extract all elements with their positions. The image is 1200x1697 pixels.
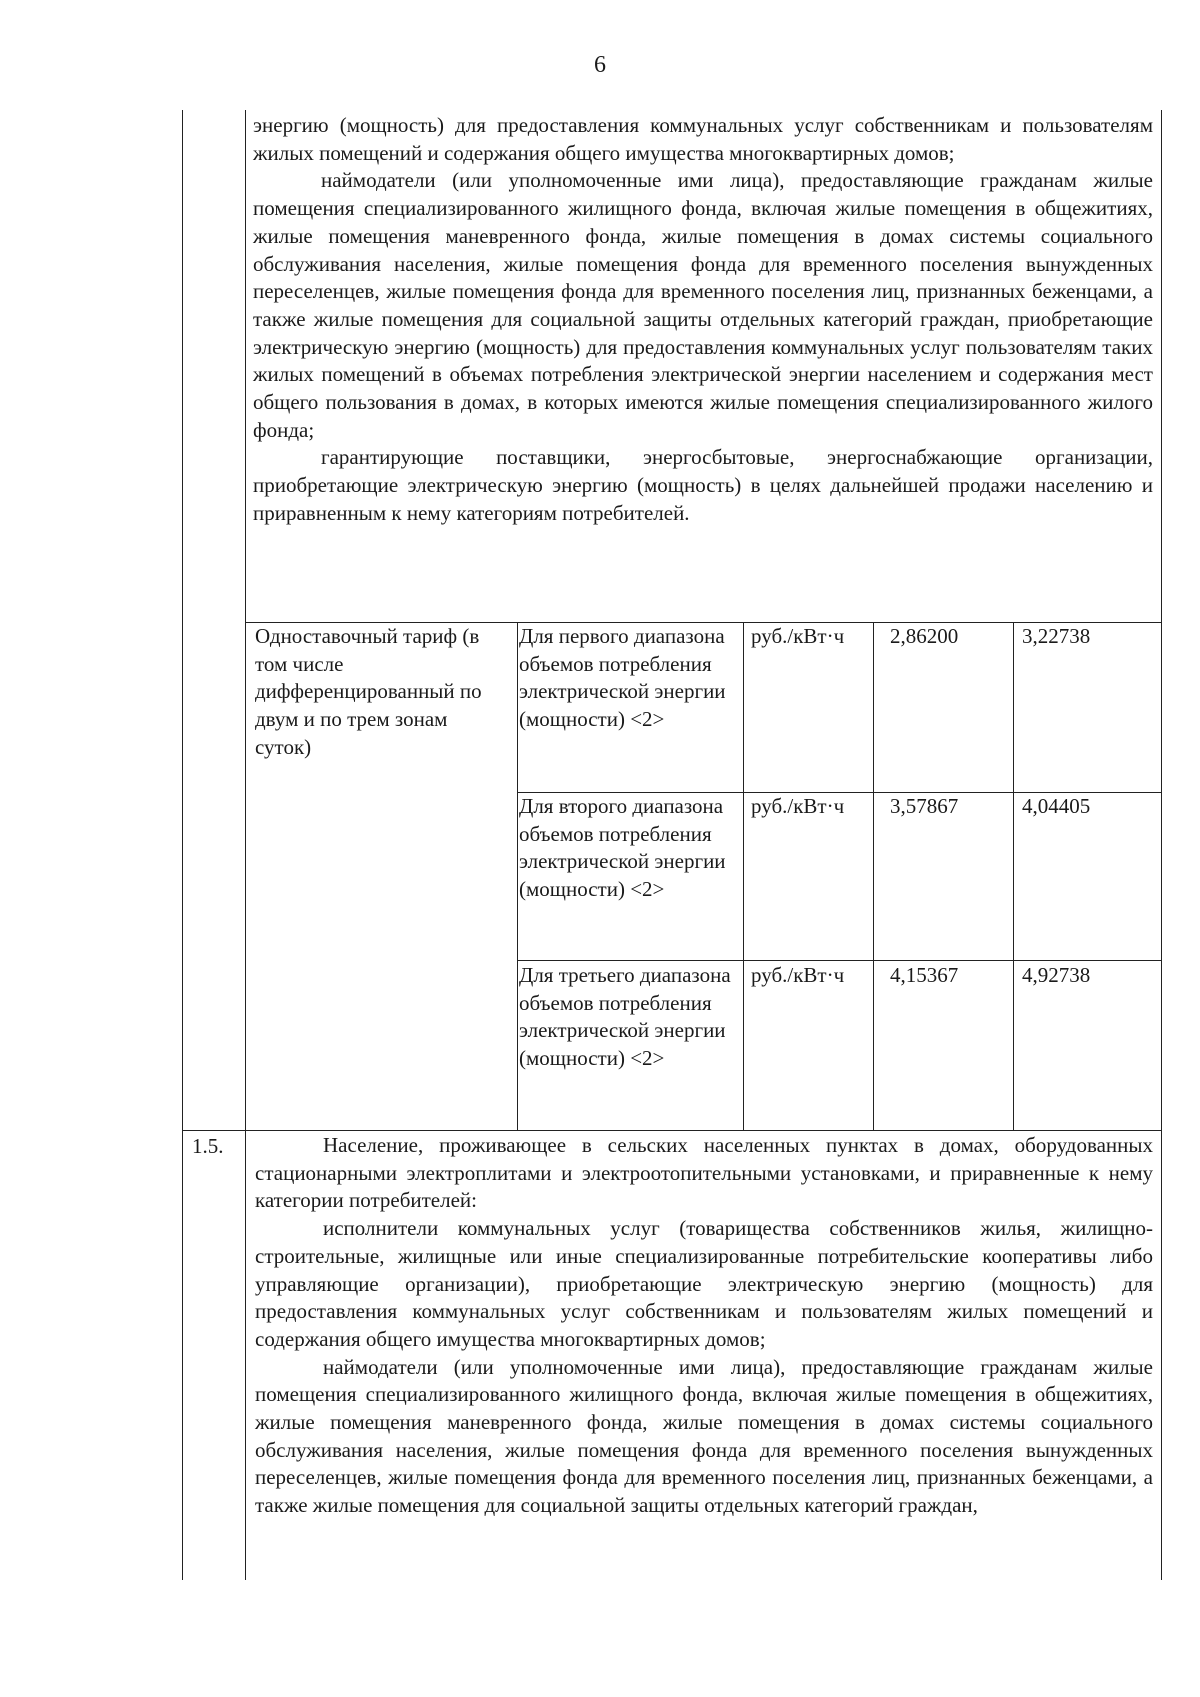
section-number: 1.5. bbox=[192, 1134, 224, 1158]
paragraph: гарантирующие поставщики, энергосбытовые, энергоснабжающие организации, приобретающие электрическую энергию (мощность) в целях дальнейшей продажи населению и приравненным к нему категориям потребителей. bbox=[253, 445, 1153, 525]
table-row-border bbox=[182, 1130, 1161, 1131]
value-cell: 3,57867 bbox=[890, 794, 959, 818]
unit-cell: руб./кВт·ч bbox=[751, 624, 845, 648]
value-cell: 2,86200 bbox=[890, 624, 959, 648]
tariff-name-cell: Одноставочный тариф (в том числе дифференцированный по двум и по трем зонам суток) bbox=[255, 624, 482, 759]
paragraph: энергию (мощность) для предоставления коммунальных услуг собственникам и пользователям жилых помещений и содержания общего имущества многоквартирных домов; bbox=[253, 113, 1153, 165]
range-cell: Для третьего диапазона объемов потребления электрической энергии (мощности) <2> bbox=[519, 963, 731, 1071]
table-column-border bbox=[873, 622, 874, 1130]
table-column-border bbox=[743, 622, 744, 1130]
value-cell: 4,04405 bbox=[1022, 794, 1091, 818]
paragraph: исполнители коммунальных услуг (товарищества собственников жилья, жилищно-строительные, жилищные или иные специализированные потребительские кооперативы либо управляющие организации), приобретающие электрическую энергию (мощность) для предоставления коммунальных услуг собственникам и пользователям жилых помещений и содержания общего имущества многоквартирных домов; bbox=[255, 1216, 1153, 1351]
value-cell: 4,92738 bbox=[1022, 963, 1091, 987]
value-cell: 3,22738 bbox=[1022, 624, 1091, 648]
top-text-block bbox=[253, 112, 1153, 528]
value-cell: 4,15367 bbox=[890, 963, 959, 987]
table-number-column-border bbox=[245, 110, 246, 1580]
table-left-border bbox=[182, 110, 183, 1580]
paragraph: наймодатели (или уполномоченные ими лица), предоставляющие гражданам жилые помещения специализированного жилищного фонда, включая жилые помещения в общежитиях, жилые помещения маневренного фонда, жилые помещения в домах системы социального обслуживания населения, жилые помещения фонда для временного поселения вынужденных переселенцев, жилые помещения фонда для временного поселения лиц, признанных беженцами, а также жилые помещения для социальной защиты отдельных категорий граждан, приобретающие электрическую энергию (мощность) для предоставления коммунальных услуг пользователям таких жилых помещений в объемах потребления электрической энергии населением и содержания мест общего пользования в домах, в которых имеются жилые помещения специализированного жилого фонда; bbox=[253, 168, 1153, 442]
unit-cell: руб./кВт·ч bbox=[751, 963, 845, 987]
unit-cell: руб./кВт·ч bbox=[751, 794, 845, 818]
table-right-border bbox=[1161, 110, 1162, 1580]
table-column-border bbox=[1013, 622, 1014, 1130]
paragraph: Население, проживающее в сельских населенных пунктах в домах, оборудованных стационарными электроплитами и электроотопительными установками, и приравненные к нему категории потребителей: bbox=[255, 1133, 1153, 1213]
paragraph: наймодатели (или уполномоченные ими лица), предоставляющие гражданам жилые помещения специализированного жилищного фонда, включая жилые помещения в общежитиях, жилые помещения маневренного фонда, жилые помещения в домах системы социального обслуживания населения, жилые помещения фонда для временного поселения вынужденных переселенцев, жилые помещения фонда для временного поселения лиц, признанных беженцами, а также жилые помещения для социальной защиты отдельных категорий граждан, bbox=[255, 1354, 1153, 1518]
range-cell: Для первого диапазона объемов потребления электрической энергии (мощности) <2> bbox=[519, 624, 726, 732]
range-cell: Для второго диапазона объемов потребления электрической энергии (мощности) <2> bbox=[519, 794, 726, 902]
table-row-border bbox=[517, 960, 1161, 961]
table-column-border bbox=[517, 622, 518, 1130]
page-number: 6 bbox=[594, 52, 606, 78]
section-1-5-text-block bbox=[255, 1132, 1153, 1520]
